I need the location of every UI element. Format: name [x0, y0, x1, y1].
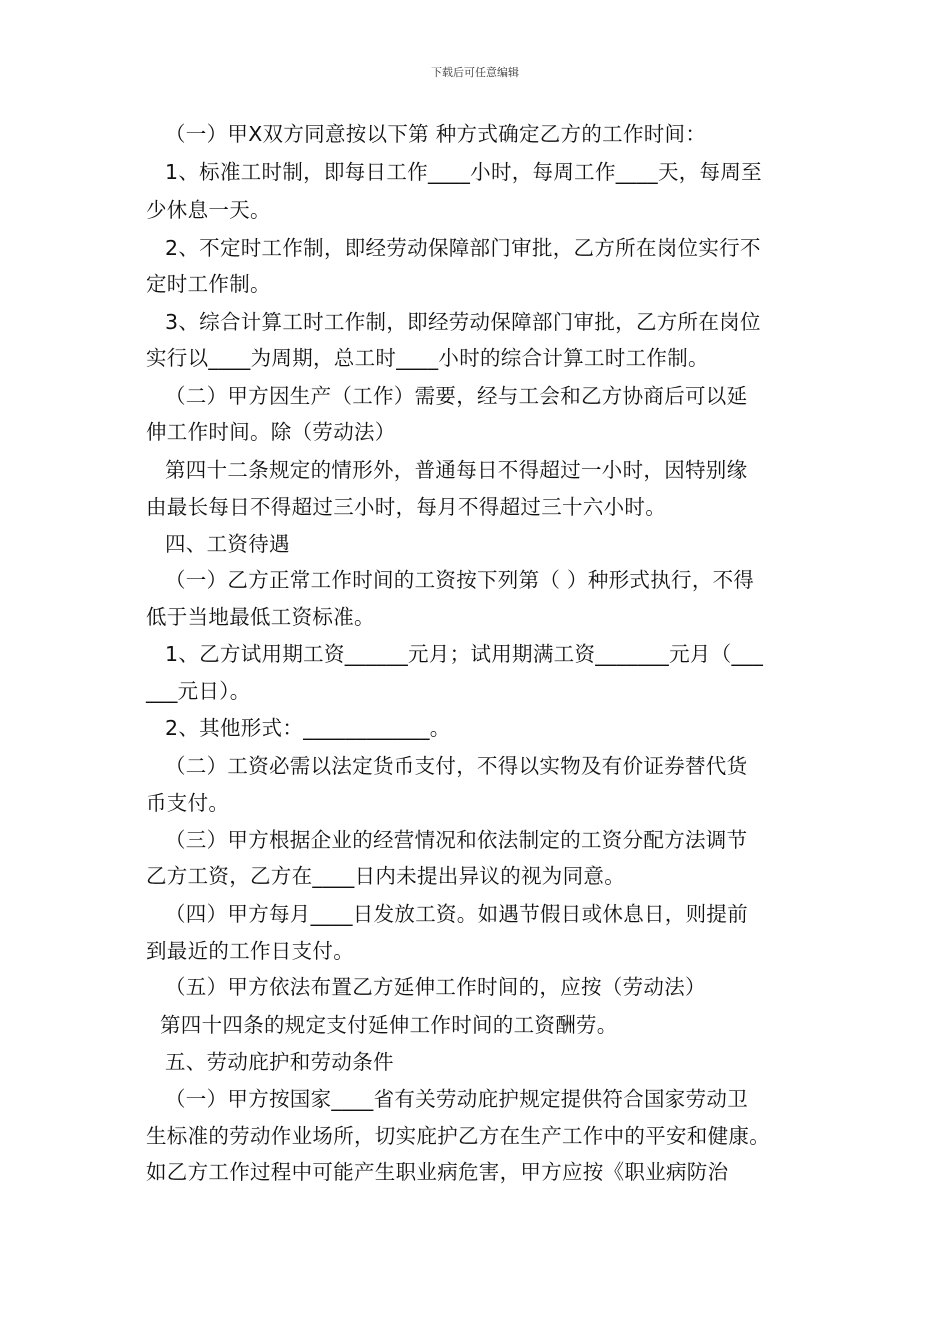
- text-line: ___元日）。: [146, 679, 251, 703]
- text-line: （一）甲方按国家____省有关劳动庇护规定提供符合国家劳动卫: [165, 1087, 748, 1111]
- text-line: 乙方工资，乙方在____日内未提出异议的视为同意。: [146, 864, 625, 888]
- section-heading: 四、工资待遇: [165, 532, 290, 556]
- text-line: 币支付。: [146, 791, 230, 815]
- text-line: 生标准的劳动作业场所，切实庇护乙方在生产工作中的平安和健康。: [146, 1124, 770, 1148]
- text-line: （一）甲X双方同意按以下第 种方式确定乙方的工作时间：: [165, 122, 707, 146]
- text-line: 到最近的工作日支付。: [146, 939, 354, 963]
- text-line: 定时工作制。: [146, 272, 271, 296]
- text-line: 2、其他形式：____________。: [165, 716, 451, 740]
- text-line: 第四十四条的规定支付延伸工作时间的工资酬劳。: [160, 1013, 618, 1037]
- text-line: 2、不定时工作制，即经劳动保障部门审批，乙方所在岗位实行不: [165, 236, 761, 260]
- text-line: 伸工作时间。除（劳动法）: [146, 420, 396, 444]
- text-line: 由最长每日不得超过三小时，每月不得超过三十六小时。: [146, 495, 666, 519]
- section-heading: 五、劳动庇护和劳动条件: [165, 1050, 394, 1074]
- text-line: （二）甲方因生产（工作）需要，经与工会和乙方协商后可以延: [165, 384, 748, 408]
- text-line: （五）甲方依法布置乙方延伸工作时间的，应按（劳动法）: [165, 975, 706, 999]
- text-line: 少休息一天。: [146, 198, 271, 222]
- text-line: 第四十二条规定的情形外，普通每日不得超过一小时，因特别缘: [165, 458, 748, 482]
- text-line: 1、标准工时制，即每日工作____小时，每周工作____天，每周至: [165, 160, 762, 184]
- text-line: （三）甲方根据企业的经营情况和依法制定的工资分配方法调节: [165, 828, 748, 852]
- page-header: 下载后可任意编辑: [431, 66, 519, 79]
- text-line: （二）工资必需以法定货币支付，不得以实物及有价证券替代货: [165, 754, 748, 778]
- text-line: 1、乙方试用期工资______元月；试用期满工资_______元月（___: [165, 642, 764, 666]
- text-line: 如乙方工作过程中可能产生职业病危害，甲方应按《职业病防治: [146, 1160, 729, 1184]
- text-line: （四）甲方每月____日发放工资。如遇节假日或休息日，则提前: [165, 902, 748, 926]
- text-line: 低于当地最低工资标准。: [146, 605, 375, 629]
- text-line: 实行以____为周期，总工时____小时的综合计算工时工作制。: [146, 346, 709, 370]
- text-line: 3、综合计算工时工作制，即经劳动保障部门审批，乙方所在岗位: [165, 310, 761, 334]
- text-line: （一）乙方正常工作时间的工资按下列第（ ）种形式执行，不得: [165, 568, 755, 592]
